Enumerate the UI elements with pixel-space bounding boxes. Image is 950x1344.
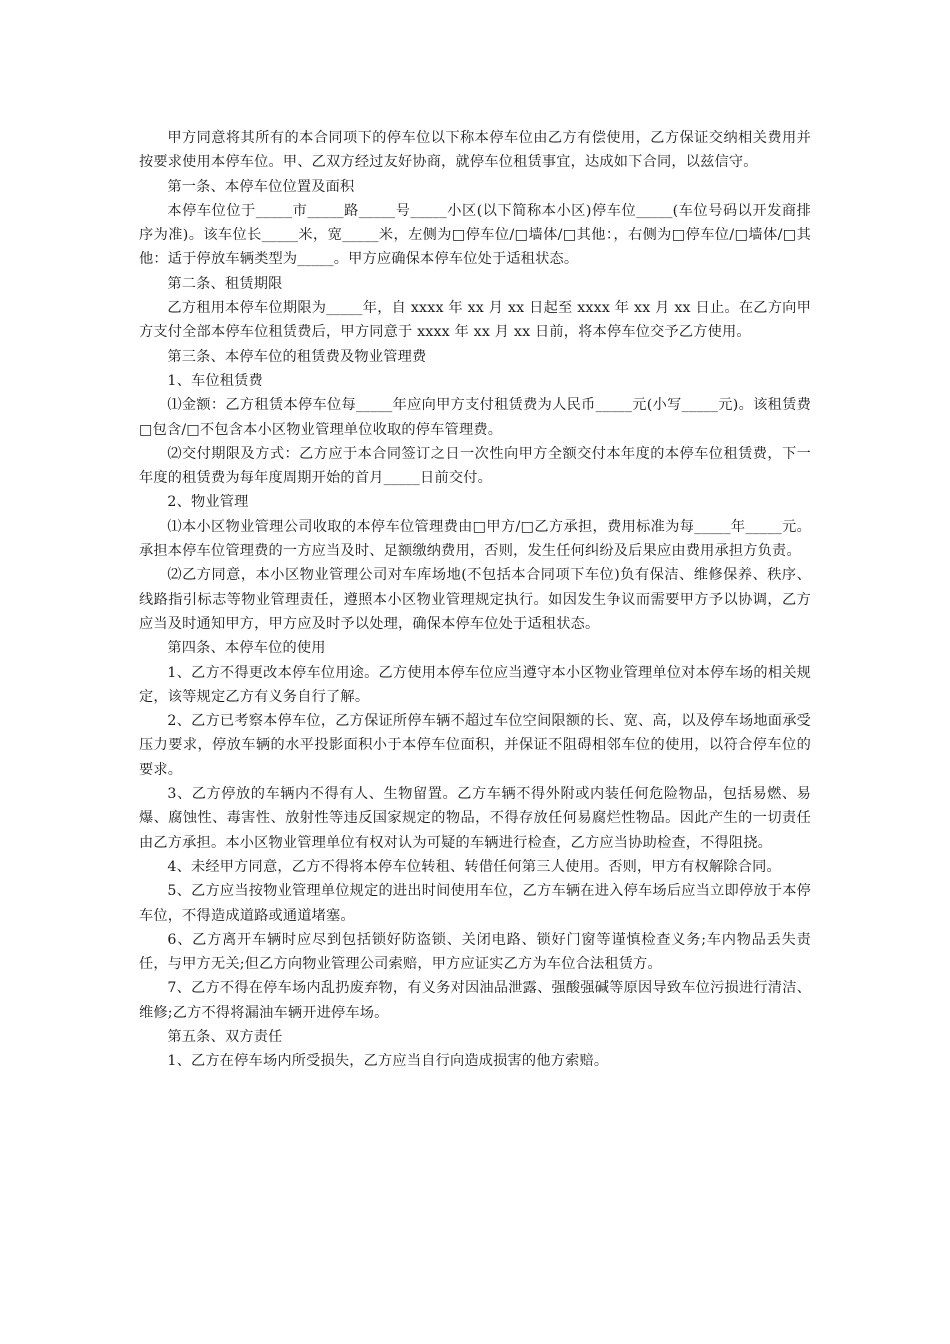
paragraph-use-5: 5、乙方应当按物业管理单位规定的进出时间使用车位，乙方车辆在进入停车场后应当立即停放于本停车位，不得造成道路或通道堵塞。 <box>139 883 811 924</box>
paragraph-term: 乙方租用本停车位期限为_____年，自 xxxx 年 xx 月 xx 日起至 xxxx 年 xx 月 xx 日止。在乙方向甲方支付全部本停车位租赁费后，甲方同意于 xxxx 年 xx 月 xx 日前，将本停车位交予乙方使用。 <box>139 300 811 341</box>
paragraph-intro: 甲方同意将其所有的本合同项下的停车位以下称本停车位由乙方有偿使用，乙方保证交纳相关费用并按要求使用本停车位。甲、乙双方经过友好协商，就停车位租赁事宜，达成如下合同，以兹信守。 <box>139 130 811 171</box>
paragraph-responsibility-1: 1、乙方在停车场内所受损失，乙方应当自行向造成损害的他方索赔。 <box>167 1053 609 1070</box>
section-heading-1: 第一条、本停车位位置及面积 <box>167 178 355 195</box>
section-heading-5: 第五条、双方责任 <box>167 1028 283 1045</box>
paragraph-location: 本停车位位于_____市_____路_____号_____小区(以下简称本小区)停车位_____(车位号码以开发商排序为准)。该车位长_____米，宽_____米，左侧为□停车位/□墙体/□其他：，右侧为□停车位/□墙体/□其他：适于停放车辆类型为_____。甲方应确保本停车位处于适租状态。 <box>139 202 811 268</box>
section-heading-3: 第三条、本停车位的租赁费及物业管理费 <box>167 348 427 365</box>
paragraph-use-1: 1、乙方不得更改本停车位用途。乙方使用本停车位应当遵守本小区物业管理单位对本停车场的相关规定，该等规定乙方有义务自行了解。 <box>139 664 811 705</box>
subheading-rent: 1、车位租赁费 <box>167 372 263 389</box>
section-heading-4: 第四条、本停车位的使用 <box>167 640 326 657</box>
paragraph-use-3: 3、乙方停放的车辆内不得有人、生物留置。乙方车辆不得外附或内装任何危险物品，包括易燃、易爆、腐蚀性、毒害性、放射性等违反国家规定的物品，不得存放任何易腐烂性物品。因此产生的一切责任由乙方承担。本小区物业管理单位有权对认为可疑的车辆进行检查，乙方应当协助检查，不得阻挠。 <box>139 786 811 851</box>
paragraph-use-6: 6、乙方离开车辆时应尽到包括锁好防盗锁、关闭电路、锁好门窗等谨慎检查义务;车内物品丢失责任，与甲方无关;但乙方向物业管理公司索赔，甲方应证实乙方为车位合法租赁方。 <box>139 931 811 973</box>
section-heading-2: 第二条、租赁期限 <box>167 275 283 292</box>
contract-document <box>139 126 811 1074</box>
paragraph-management-fee: ⑴本小区物业管理公司收取的本停车位管理费由□甲方/□乙方承担，费用标准为每_____年_____元。承担本停车位管理费的一方应当及时、足额缴纳费用，否则，发生任何纠纷及后果应由费用承担方负责。 <box>139 518 811 560</box>
paragraph-rent-amount: ⑴金额：乙方租赁本停车位每_____年应向甲方支付租赁费为人民币_____元(小写_____元)。该租赁费□包含/□不包含本小区物业管理单位收取的停车管理费。 <box>139 397 811 438</box>
paragraph-use-7: 7、乙方不得在停车场内乱扔废弃物，有义务对因油品泄露、强酸强碱等原因导致车位污损进行清洁、维修;乙方不得将漏油车辆开进停车场。 <box>139 980 811 1021</box>
paragraph-management-duty: ⑵乙方同意，本小区物业管理公司对车库场地(不包括本合同项下车位)负有保洁、维修保养、秩序、线路指引标志等物业管理责任，遵照本小区物业管理规定执行。如因发生争议而需要甲方予以协调，乙方应当及时通知甲方，甲方应及时予以处理，确保本停车位处于适租状态。 <box>139 567 811 632</box>
paragraph-rent-payment: ⑵交付期限及方式：乙方应于本合同签订之日一次性向甲方全额交付本年度的本停车位租赁费，下一年度的租赁费为每年度周期开始的首月_____日前交付。 <box>139 445 811 487</box>
subheading-property-management: 2、物业管理 <box>167 494 249 511</box>
paragraph-use-2: 2、乙方已考察本停车位，乙方保证所停车辆不超过车位空间限额的长、宽、高，以及停车场地面承受压力要求，停放车辆的水平投影面积小于本停车位面积，并保证不阻碍相邻车位的使用，以符合停车位的要求。 <box>139 713 811 778</box>
paragraph-use-4: 4、未经甲方同意，乙方不得将本停车位转租、转借任何第三人使用。否则，甲方有权解除合同。 <box>167 858 781 875</box>
